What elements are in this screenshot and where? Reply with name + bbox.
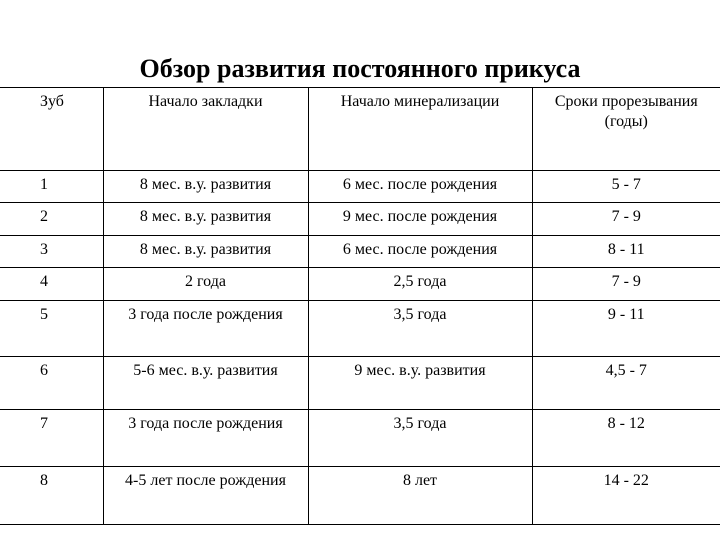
- start-cell: 5-6 мес. в.у. развития: [103, 357, 308, 410]
- start-cell: 2 года: [103, 268, 308, 301]
- table-row: [0, 357, 720, 410]
- start-cell: 4-5 лет после рождения: [103, 467, 308, 525]
- table-row: [0, 467, 720, 525]
- header-tooth: Зуб: [0, 88, 103, 171]
- tooth-cell: 6: [0, 357, 103, 410]
- table-row: [0, 268, 720, 301]
- mineralization-cell: 3,5 года: [308, 410, 532, 467]
- eruption-cell: 5 - 7: [532, 171, 720, 203]
- header-mineralization: Начало минерализации: [308, 88, 532, 171]
- tooth-cell: 5: [0, 301, 103, 357]
- eruption-cell: 7 - 9: [532, 268, 720, 301]
- start-cell: 8 мес. в.у. развития: [103, 203, 308, 236]
- table-row: [0, 236, 720, 268]
- table-row: [0, 410, 720, 467]
- mineralization-cell: 2,5 года: [308, 268, 532, 301]
- tooth-cell: 7: [0, 410, 103, 467]
- start-cell: 3 года после рождения: [103, 410, 308, 467]
- tooth-cell: 3: [0, 236, 103, 268]
- header-row: [0, 88, 720, 171]
- table-row: [0, 203, 720, 236]
- eruption-cell: 14 - 22: [532, 467, 720, 525]
- header-eruption: Сроки прорезывания (годы): [532, 88, 720, 171]
- table-row: [0, 301, 720, 357]
- header-start: Начало закладки: [103, 88, 308, 171]
- bite-development-table: [0, 87, 720, 525]
- mineralization-cell: 9 мес. в.у. развития: [308, 357, 532, 410]
- eruption-cell: 8 - 11: [532, 236, 720, 268]
- mineralization-cell: 3,5 года: [308, 301, 532, 357]
- start-cell: 8 мес. в.у. развития: [103, 236, 308, 268]
- start-cell: 3 года после рождения: [103, 301, 308, 357]
- eruption-cell: 9 - 11: [532, 301, 720, 357]
- tooth-cell: 2: [0, 203, 103, 236]
- table-row: [0, 171, 720, 203]
- page-title: Обзор развития постоянного прикуса: [139, 54, 581, 83]
- mineralization-cell: 6 мес. после рождения: [308, 236, 532, 268]
- tooth-cell: 1: [0, 171, 103, 203]
- start-cell: 8 мес. в.у. развития: [103, 171, 308, 203]
- mineralization-cell: 6 мес. после рождения: [308, 171, 532, 203]
- tooth-cell: 8: [0, 467, 103, 525]
- eruption-cell: 7 - 9: [532, 203, 720, 236]
- tooth-cell: 4: [0, 268, 103, 301]
- eruption-cell: 4,5 - 7: [532, 357, 720, 410]
- mineralization-cell: 8 лет: [308, 467, 532, 525]
- mineralization-cell: 9 мес. после рождения: [308, 203, 532, 236]
- eruption-cell: 8 - 12: [532, 410, 720, 467]
